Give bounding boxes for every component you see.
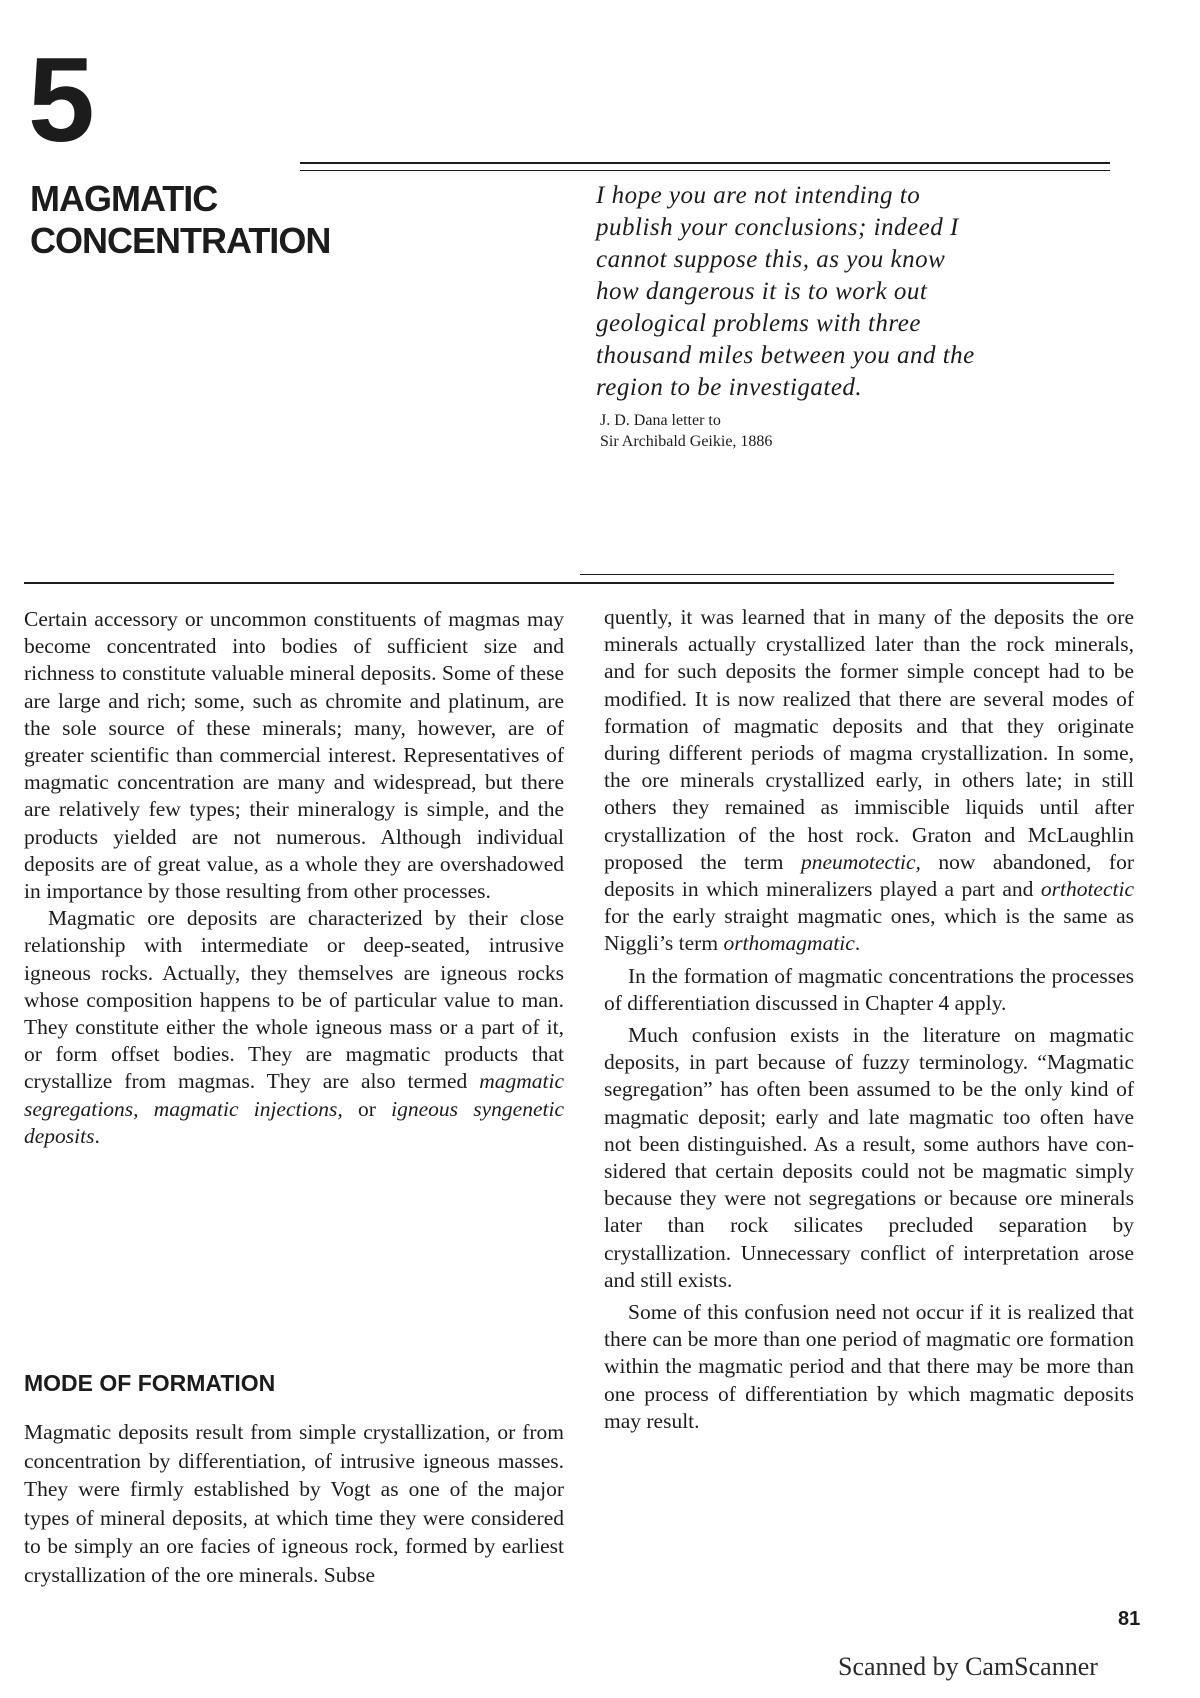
italic-term: magmatic segregations, magmatic injections,	[24, 1069, 564, 1121]
epigraph	[596, 180, 1116, 404]
chapter-title-line-1: MAGMATIC	[30, 178, 218, 219]
italic-term: igneous syngenetic deposits	[24, 1096, 564, 1148]
body-rule	[24, 582, 1114, 584]
paragraph-text: .	[854, 931, 861, 956]
italic-term: orthomagmatic	[723, 931, 855, 956]
chapter-number: 5	[28, 33, 93, 167]
page-number: 81	[1118, 1608, 1141, 1630]
epigraph-line: I hope you are not intending to	[596, 182, 921, 209]
left-column	[24, 606, 564, 1150]
paragraph	[24, 905, 564, 1150]
paragraph-text: quently, it was learned that in many of the deposits the ore minerals actually crystallized later than the rock minerals, and for such deposits the former simple concept had to be modified. It is now realized that there are several modes of formation of magmatic deposits and that they originate during different periods of magma crystallization. In some, the ore minerals crystallized early, in others late; in still others they remained as immiscible liquids until after crystallization of the host rock. Graton and McLaughlin proposed the term	[604, 605, 1134, 874]
paragraph-text: or	[342, 1096, 392, 1121]
epigraph-line: region to be investigated.	[596, 374, 863, 401]
paragraph: Much confusion exists in the literature on magmatic deposits, in part because of fuzzy terminology. “Magmatic segregation” has often been assumed to be the only kind of magmatic deposit; early and late magmatic too often have not been distinguished. As a result, some authors have considered that certain deposits could not be magmatic simply because they were not segregations or because ore minerals later than rock silicates precluded separation by crystallization. Unnecessary conflict of interpretation arose and still exists.	[604, 1023, 1134, 1292]
paragraph: Magmatic deposits result from simple crystallization, or from concentration by differentiation, of intrusive igneous masses. They were firmly established by Vogt as one of the major types of mineral deposits, at which time they were considered to be simply an ore facies of igneous rock, formed by earliest crystallization of the ore minerals. Subse	[24, 1420, 564, 1587]
chapter-title	[30, 178, 330, 262]
paragraph: Certain accessory or uncommon constituents of magmas may become concentrated into bodies of sufficient size and richness to constitute valuable mineral deposits. Some of these are large and rich; some, such as chromite and platinum, are the sole source of these minerals; many, however, are of greater scientific than commercial interest. Representatives of magmatic concentration are many and widespread, but there are relatively few types; their mineralogy is simple, and the products yielded are not numerous. Although individual deposits are of great value, as a whole they are overshadowed in importance by those resulting from other processes.	[24, 607, 564, 904]
right-column	[604, 604, 1134, 1435]
epigraph-line: thousand miles between you and the	[596, 342, 975, 369]
section-heading: MODE OF FORMATION	[24, 1370, 276, 1396]
scanner-watermark: Scanned by CamScanner	[838, 1652, 1098, 1681]
epigraph-line: how dangerous it is to work out	[596, 278, 928, 305]
chapter-title-line-2: CONCENTRATION	[30, 220, 331, 261]
epigraph-line: cannot suppose this, as you know	[596, 246, 946, 273]
attribution-line: J. D. Dana letter to	[600, 412, 721, 429]
paragraph-text: .	[94, 1123, 100, 1148]
italic-term: pneumotectic,	[800, 849, 921, 874]
top-rule-thin	[300, 170, 1110, 171]
epigraph-line: publish your conclusions; indeed I	[596, 214, 959, 241]
epigraph-attribution	[600, 410, 772, 452]
paragraph: Some of this confusion need not occur if it is realized that there can be more than one period of magmatic ore formation within the magmatic period and that there may be more than one process of differentiation by which magmatic deposits may result.	[604, 1300, 1134, 1433]
top-rule	[300, 162, 1110, 164]
paragraph-text: for the early straight magmatic ones, which is the same as Niggli’s term	[604, 904, 1134, 956]
attribution-line: Sir Archibald Geikie, 1886	[600, 433, 773, 450]
paragraph-text: Magmatic ore deposits are characterized by their close relationship with intermediate or deep-seated, intrusive igneous rocks. Actually, they themselves are igneous rocks whose composition happens to be of particular value to man. They constitute either the whole igneous mass or a part of it, or form offset bodies. They are magmatic products that crystallize from magmas. They are also termed	[24, 906, 564, 1094]
paragraph-text: now abandoned, for deposits in which mineralizers played a part and	[604, 849, 1134, 902]
epigraph-line: geological problems with three	[596, 310, 921, 337]
italic-term: orthotectic	[1040, 877, 1134, 902]
paragraph: In the formation of magmatic concentrations the processes of differentiation discussed in Chapter 4 apply.	[604, 963, 1134, 1015]
body-rule-thin	[580, 574, 1114, 575]
paragraph	[604, 604, 1134, 958]
section-body	[24, 1418, 564, 1590]
